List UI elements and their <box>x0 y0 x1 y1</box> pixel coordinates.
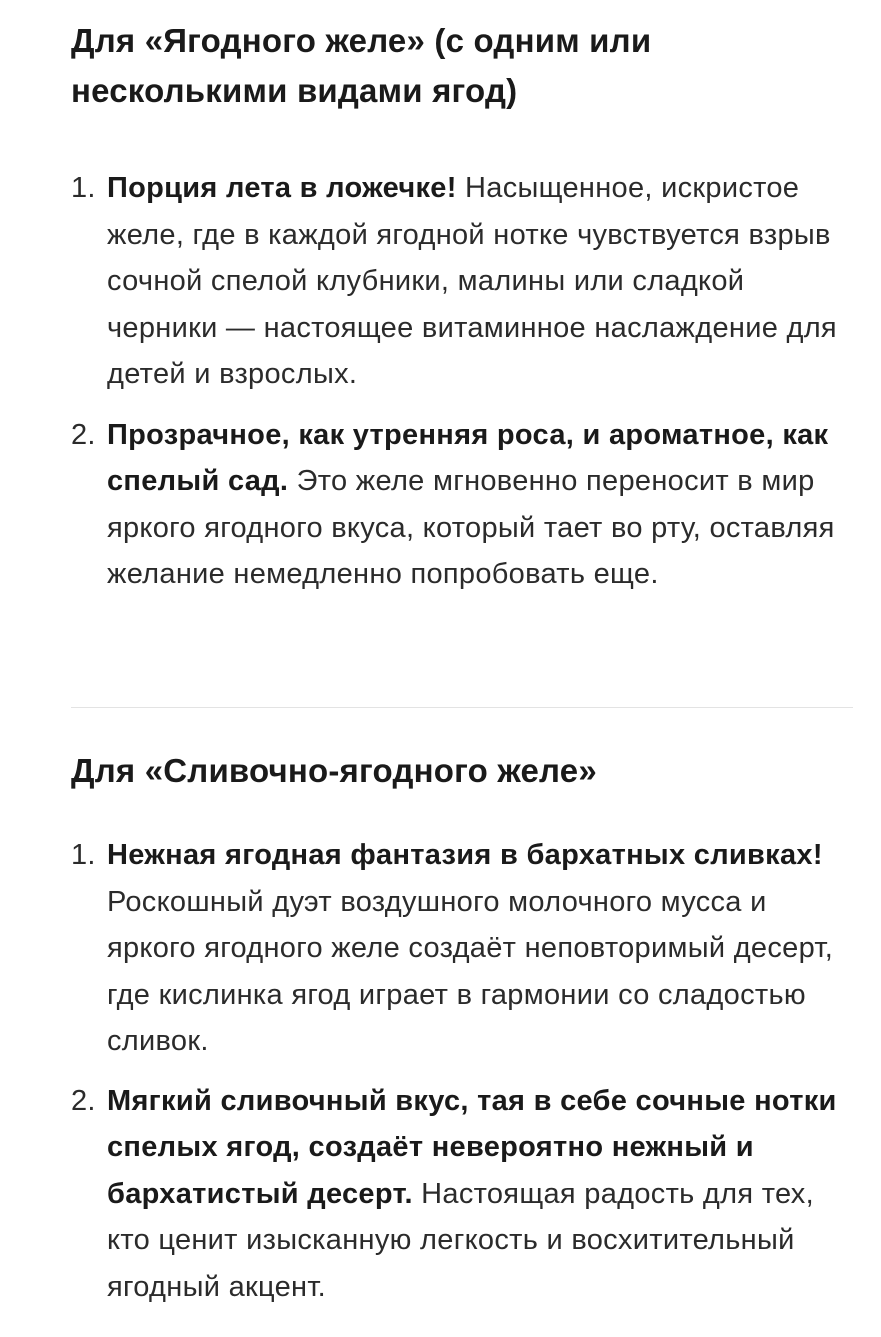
list-item <box>71 832 853 1065</box>
list-item <box>71 165 853 398</box>
list-item-number: 2. <box>71 418 96 451</box>
list-item <box>71 1078 853 1311</box>
list-item-text: Это желе мгновенно переносит в мир яркого ягодного вкуса, который тает во рту, оставляя желание немедленно попробовать еще. <box>107 465 835 590</box>
numbered-list <box>71 832 853 1310</box>
section-berry-jelly <box>71 16 853 598</box>
list-item-bold-lead: Порция лета в ложечке! <box>107 172 457 204</box>
list-item-bold-lead: Прозрачное, как утренняя роса, и ароматное, как спелый сад. <box>107 418 829 497</box>
list-item-bold-lead: Нежная ягодная фантазия в бархатных сливках! <box>107 839 823 871</box>
list-item-bold-lead: Мягкий сливочный вкус, тая в себе сочные нотки спелых ягод, создаёт невероятно нежный и бархатистый десерт. <box>107 1084 837 1210</box>
list-item-number: 1. <box>71 172 96 204</box>
list-item-text: Настоящая радость для тех, кто ценит изысканную легкость и восхитительный ягодный акцент. <box>107 1177 814 1303</box>
section-heading: Для «Ягодного желе» (с одним или несколькими видами ягод) <box>71 22 652 109</box>
document-page <box>71 0 853 1303</box>
list-item-number: 2. <box>71 1084 96 1117</box>
numbered-list <box>71 165 853 598</box>
section-heading: Для «Сливочно-ягодного желе» <box>71 752 597 789</box>
list-item-text: Роскошный дуэт воздушного молочного мусса и яркого ягодного желе создаёт неповторимый десерт, где кислинка ягод играет в гармонии со сладостью сливок. <box>107 885 834 1057</box>
list-item <box>71 412 853 598</box>
list-item-number: 1. <box>71 839 96 871</box>
list-item-text: Насыщенное, искристое желе, где в каждой ягодной нотке чувствуется взрыв сочной спелой клубники, малины или сладкой черники — настоящее витаминное наслаждение для детей и взрослых. <box>107 172 837 390</box>
section-divider <box>71 707 853 708</box>
section-cream-berry-jelly <box>71 746 853 1310</box>
